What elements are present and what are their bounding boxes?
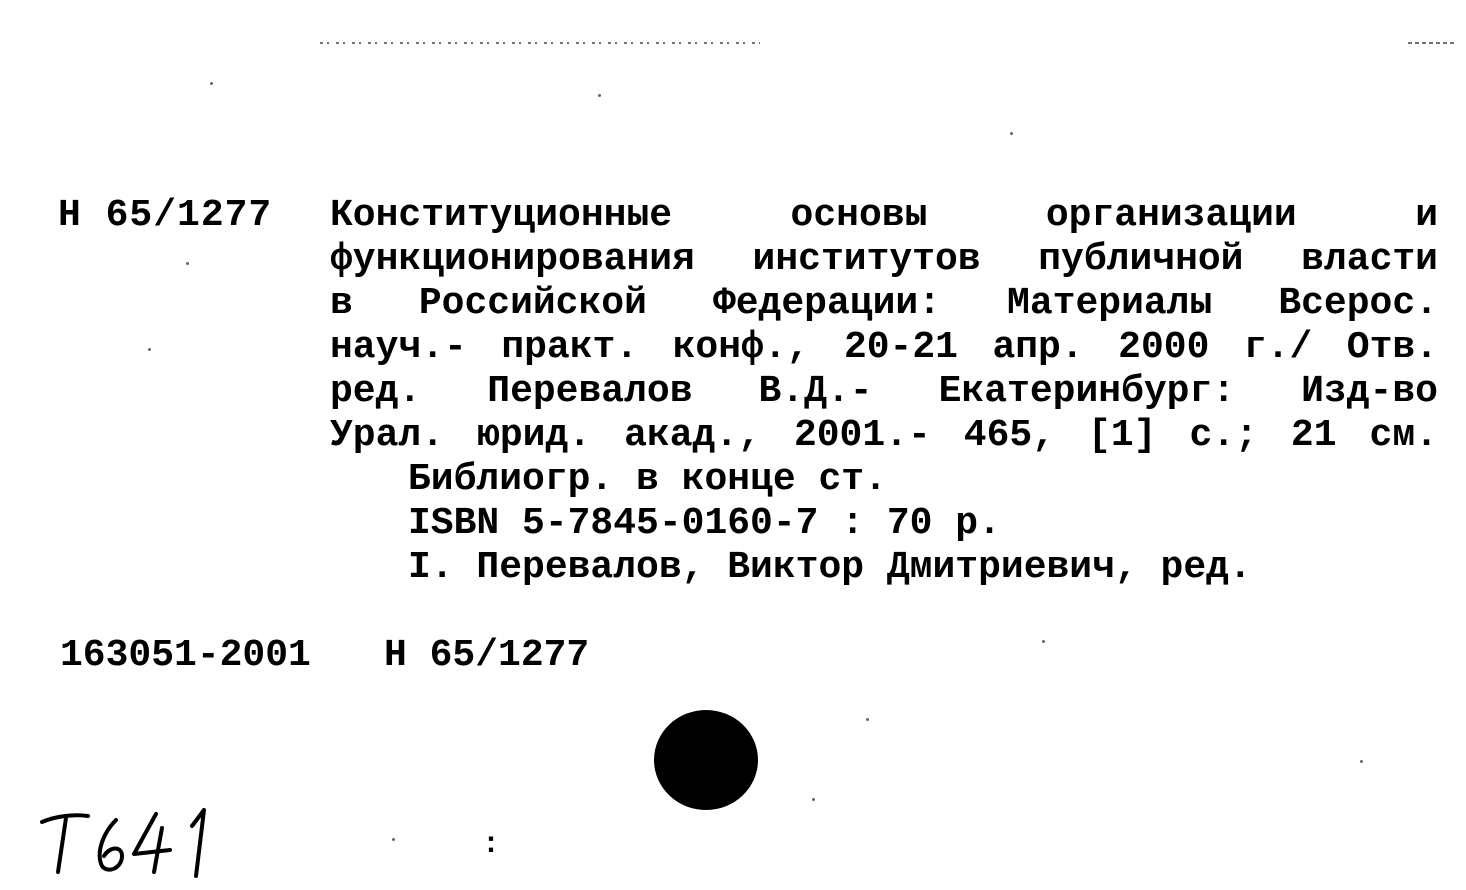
entry-word: практ. xyxy=(501,326,639,369)
speck xyxy=(392,838,395,841)
handwritten-mark xyxy=(36,800,226,880)
entry-word: Отв. xyxy=(1346,326,1438,369)
entry-word: Екатеринбург: xyxy=(938,370,1236,413)
entry-word: 20-21 xyxy=(843,326,958,369)
entry-word: см. xyxy=(1369,414,1438,457)
entry-word: Изд-во xyxy=(1301,370,1438,413)
entry-word: 465, xyxy=(963,414,1055,457)
entry-word: функционирования xyxy=(330,238,695,281)
entry-word: основы xyxy=(790,194,928,237)
entry-word: апр. xyxy=(992,326,1084,369)
entry-line xyxy=(330,370,1438,414)
entry-word: Федерации: xyxy=(712,282,941,325)
entry-line xyxy=(330,414,1438,458)
entry-word: публичной xyxy=(1038,238,1244,281)
isbn-price: ISBN 5-7845-0160-7 : 70 р. xyxy=(408,502,1001,545)
entry-word: [1] xyxy=(1088,414,1157,457)
entry-word: организации xyxy=(1045,194,1297,237)
speck xyxy=(866,718,869,721)
entry-line xyxy=(330,326,1438,370)
entry-word: юрид. xyxy=(477,414,592,457)
entry-word: В.Д.- xyxy=(758,370,873,413)
entry-word: Урал. xyxy=(330,414,445,457)
speck xyxy=(1042,640,1045,643)
entry-word: 2001.- xyxy=(793,414,931,457)
entry-line xyxy=(330,282,1438,326)
entry-word: Перевалов xyxy=(487,370,693,413)
entry-line xyxy=(330,194,1438,238)
entry-word: Материалы xyxy=(1007,282,1213,325)
entry-word: с.; xyxy=(1189,414,1258,457)
speck xyxy=(186,262,189,265)
entry-word: власти xyxy=(1301,238,1438,281)
entry-word: институтов xyxy=(752,238,981,281)
entry-word: г./ xyxy=(1243,326,1313,369)
speck xyxy=(148,348,151,351)
speck xyxy=(598,94,601,97)
entry-word: 21 xyxy=(1290,414,1337,457)
record-number: 163051-2001 xyxy=(60,634,311,677)
entry-word: акад., xyxy=(624,414,761,457)
entry-word: Всерос. xyxy=(1278,282,1438,325)
speck xyxy=(210,82,213,85)
entry-line xyxy=(330,238,1438,282)
record-shelfmark: Н 65/1277 xyxy=(384,634,590,677)
entry-word: конф., xyxy=(672,326,810,369)
scan-noise-top-right xyxy=(1408,42,1456,44)
speck xyxy=(812,798,815,801)
entry-word: науч.- xyxy=(330,326,467,369)
entry-word: Российской xyxy=(418,282,647,325)
scan-noise-top xyxy=(320,42,760,44)
entry-word: и xyxy=(1415,194,1438,237)
punch-hole xyxy=(654,710,758,810)
stray-mark: : xyxy=(482,828,501,862)
shelfmark: Н 65/1277 xyxy=(58,194,273,237)
entry-word: 2000 xyxy=(1118,326,1210,369)
speck xyxy=(1360,760,1363,763)
entry-word: в xyxy=(330,282,353,325)
added-entry: I. Перевалов, Виктор Дмитриевич, ред. xyxy=(408,546,1252,589)
entry-word: Конституционные xyxy=(330,194,673,237)
bibliographic-entry xyxy=(330,194,1438,590)
entry-word: ред. xyxy=(330,370,422,413)
bibliography-note: Библиогр. в конце ст. xyxy=(408,458,887,501)
speck xyxy=(1010,132,1013,135)
